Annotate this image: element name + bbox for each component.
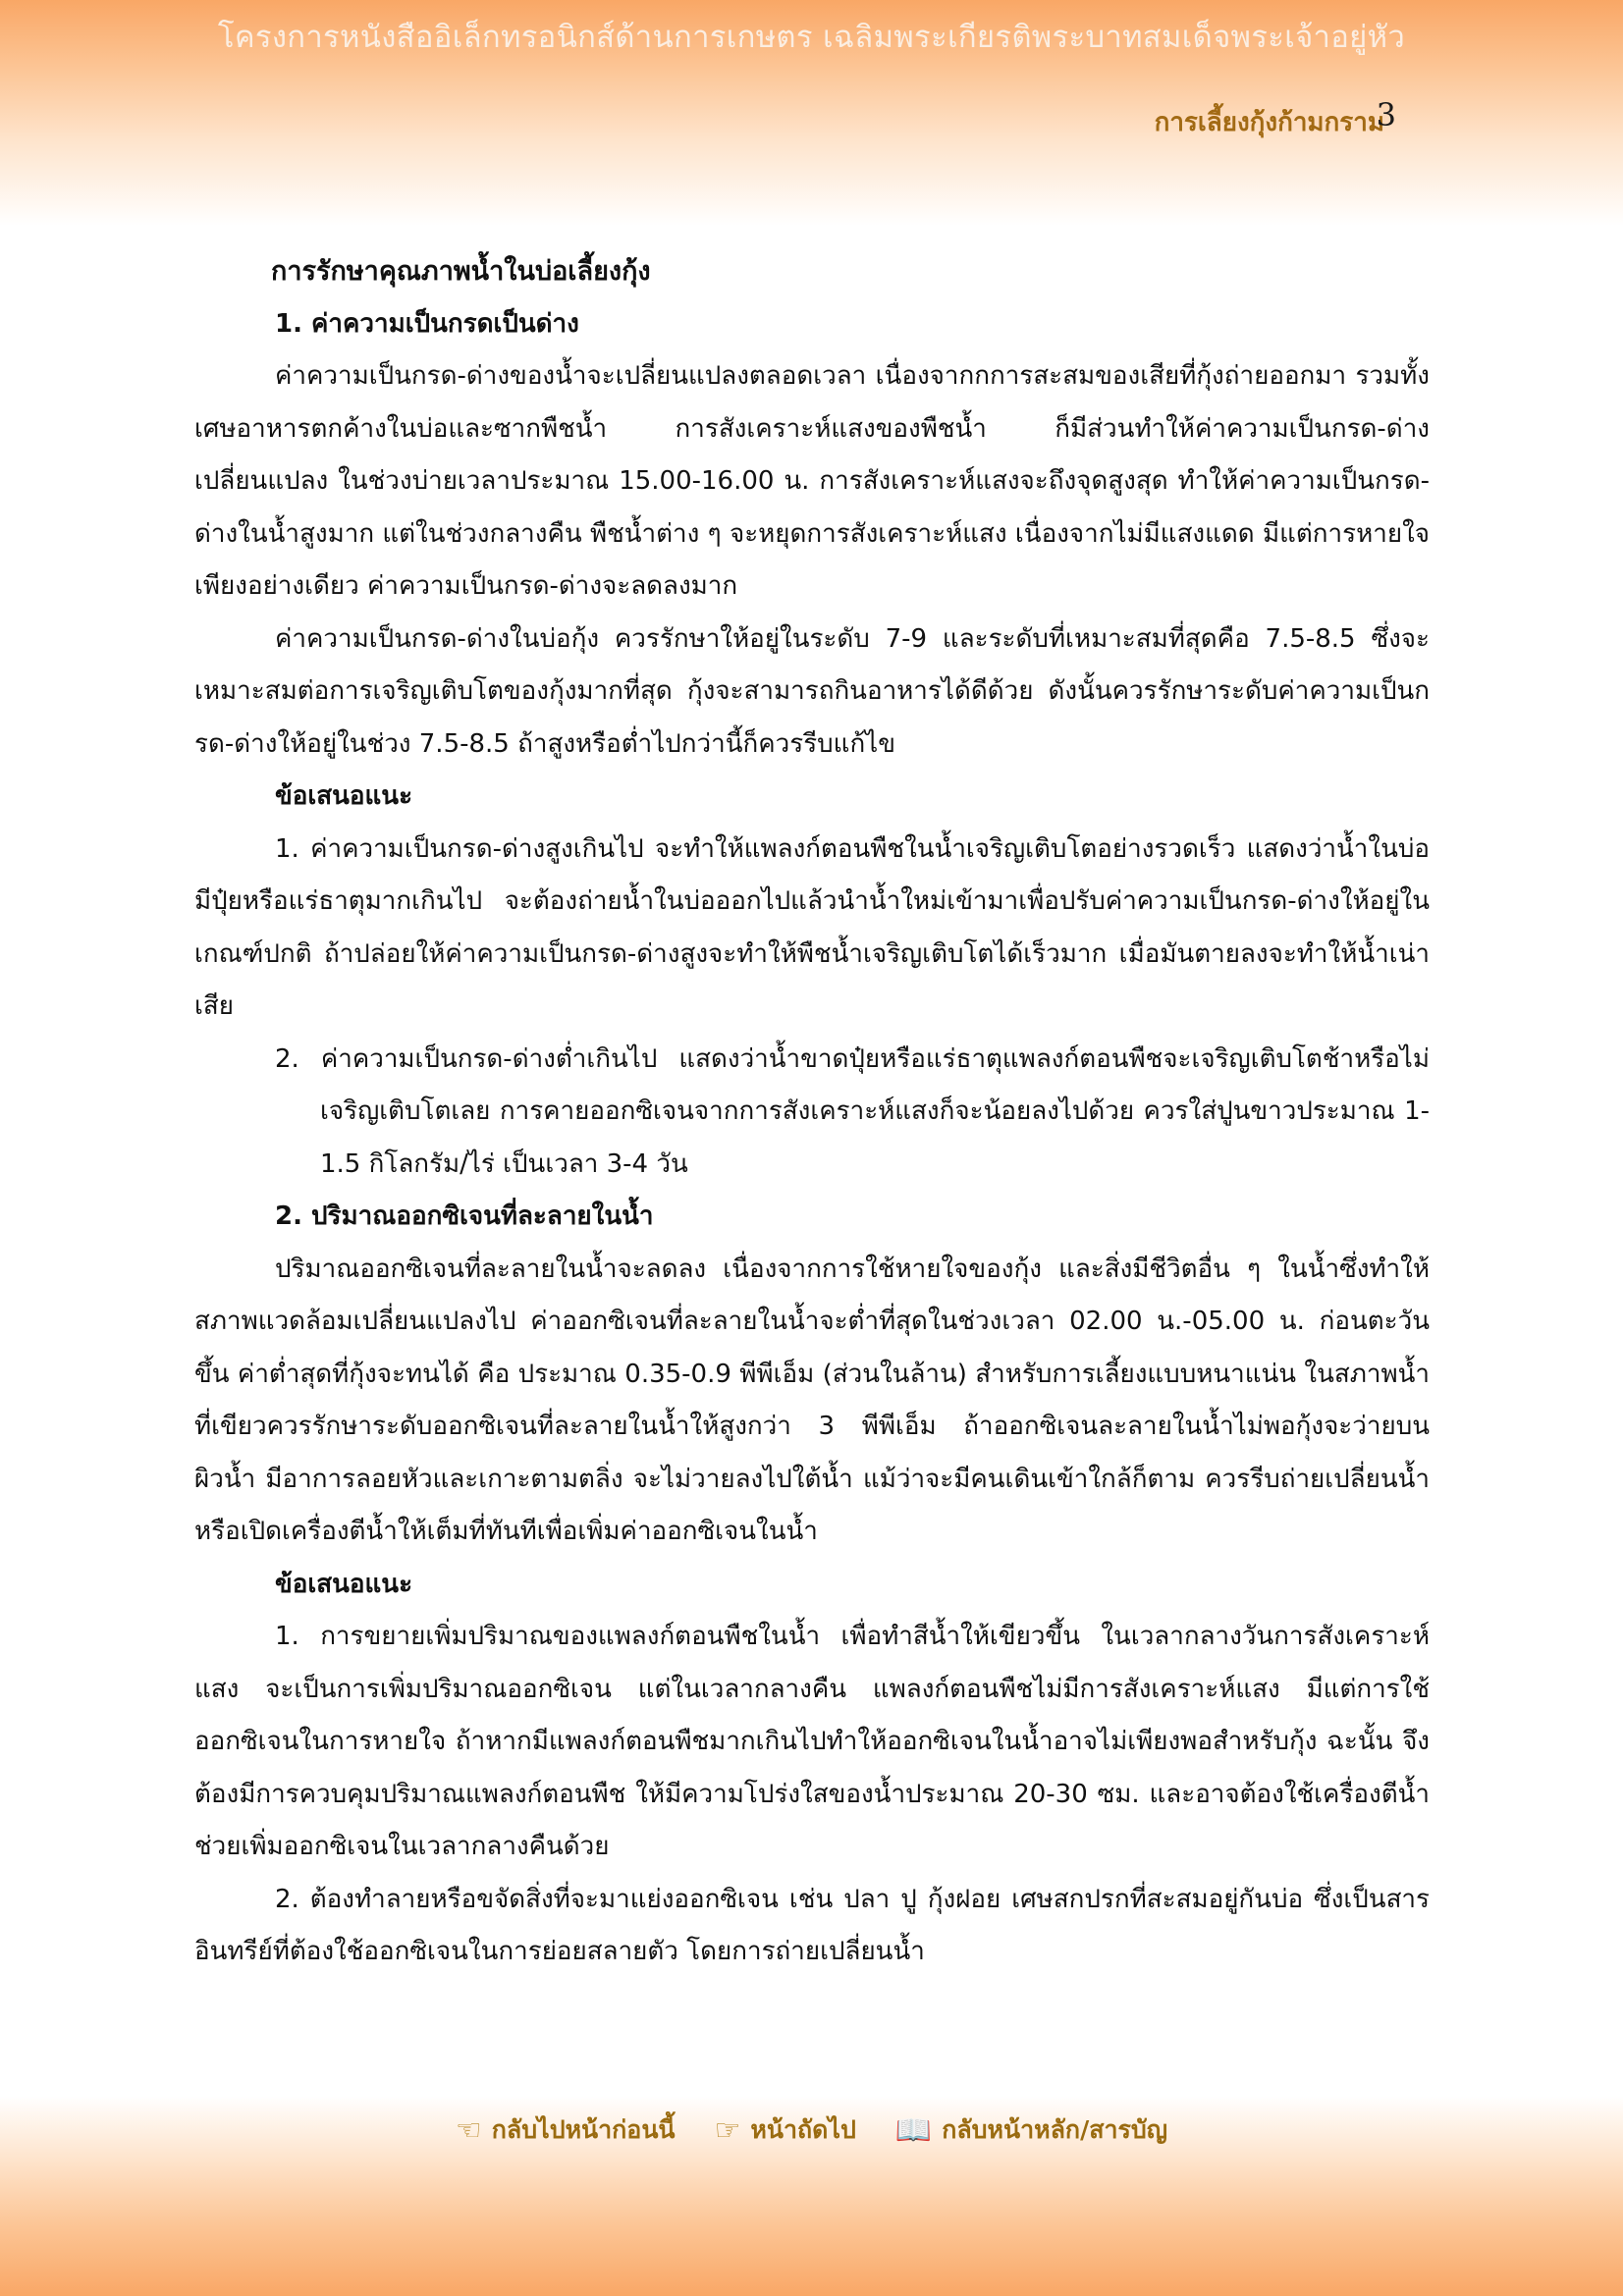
- page-title: การรักษาคุณภาพน้ำในบ่อเลี้ยงกุ้ง: [271, 256, 651, 287]
- next-page-link[interactable]: [715, 2110, 856, 2150]
- section-1-recommendation-heading: ข้อเสนอแนะ: [275, 781, 413, 811]
- previous-page-label: กลับไปหน้าก่อนนี้: [491, 2115, 676, 2144]
- section-2-recommendation-1: 1. การขยายเพิ่มปริมาณของแพลงก์ตอนพืชในน้ำ เพื่อทำสีน้ำให้เขียวขึ้น ในเวลากลางวันการสังเคราะห์แสง จะเป็นการเพิ่มปริมาณออกซิเจน แต่ในเวลากลางคืน แพลงก์ตอนพืชไม่มีการสังเคราะห์แสง มีแต่การใช้ออกซิเจนในการหายใจ ถ้าหากมีแพลงก์ตอนพืชมากเกินไปทำให้ออกซิเจนในน้ำอาจไม่เพียงพอสำหรับกุ้ง ฉะนั้น จึงต้องมีการควบคุมปริมาณแพลงก์ตอนพืช ให้มีความโปร่งใสของน้ำประมาณ 20-30 ซม. และอาจต้องใช้เครื่องตีน้ำช่วยเพิ่มออกซิเจนในเวลากลางคืนด้วย: [194, 1622, 1430, 1861]
- section-1-paragraph-1: ค่าความเป็นกรด-ด่างของน้ำจะเปลี่ยนแปลงตลอดเวลา เนื่องจากกการสะสมของเสียที่กุ้งถ่ายออกมา รวมทั้งเศษอาหารตกค้างในบ่อและซากพืชน้ำ การสังเคราะห์แสงของพืชน้ำ ก็มีส่วนทำให้ค่าความเป็นกรด-ด่างเปลี่ยนแปลง ในช่วงบ่ายเวลาประมาณ 15.00-16.00 น. การสังเคราะห์แสงจะถึงจุดสูงสุด ทำให้ค่าความเป็นกรด-ด่างในน้ำสูงมาก แต่ในช่วงกลางคืน พืชน้ำต่าง ๆ จะหยุดการสังเคราะห์แสง เนื่องจากไม่มีแสงแดด มีแต่การหายใจเพียงอย่างเดียว ค่าความเป็นกรด-ด่างจะลดลงมาก: [194, 361, 1430, 601]
- section-1-paragraph-2: ค่าความเป็นกรด-ด่างในบ่อกุ้ง ควรรักษาให้อยู่ในระดับ 7-9 และระดับที่เหมาะสมที่สุดคือ 7.5-8.5 ซึ่งจะเหมาะสมต่อการเจริญเติบโตของกุ้งมากที่สุด กุ้งจะสามารถกินอาหารได้ดีด้วย ดังนั้นควรรักษาระดับค่าความเป็นกรด-ด่างให้อยู่ในช่วง 7.5-8.5 ถ้าสูงหรือต่ำไปกว่านี้ก็ควรรีบแก้ไข: [194, 623, 1430, 759]
- section-2-recommendation-heading: ข้อเสนอแนะ: [275, 1569, 413, 1599]
- page-number: 3: [1376, 96, 1396, 133]
- book-title: การเลี้ยงกุ้งก้ามกราม: [1154, 108, 1384, 137]
- section-1-recommendation-2: 2. ค่าความเป็นกรด-ด่างต่ำเกินไป แสดงว่าน้ำขาดปุ๋ยหรือแร่ธาตุแพลงก์ตอนพืชจะเจริญเติบโตช้าหรือไม่เจริญเติบโตเลย การคายออกซิเจนจากการสังเคราะห์แสงก็จะน้อยลงไปด้วย ควรใส่ปูนขาวประมาณ 1-1.5 กิโลกรัม/ไร่ เป็นเวลา 3-4 วัน: [275, 1043, 1430, 1179]
- page-body: [194, 245, 1430, 1979]
- section-1-heading: 1. ค่าความเป็นกรดเป็นด่าง: [275, 308, 579, 339]
- home-contents-label: กลับหน้าหลัก/สารบัญ: [942, 2115, 1168, 2144]
- section-2-paragraph-1: ปริมาณออกซิเจนที่ละลายในน้ำจะลดลง เนื่องจากการใช้หายใจของกุ้ง และสิ่งมีชีวิตอื่น ๆ ในน้ำซึ่งทำให้สภาพแวดล้อมเปลี่ยนแปลงไป ค่าออกซิเจนที่ละลายในน้ำจะต่ำที่สุดในช่วงเวลา 02.00 น.-05.00 น. ก่อนตะวันขึ้น ค่าต่ำสุดที่กุ้งจะทนได้ คือ ประมาณ 0.35-0.9 พีพีเอ็ม (ส่วนในล้าน) สำหรับการเลี้ยงแบบหนาแน่น ในสภาพน้ำที่เขียวควรรักษาระดับออกซิเจนที่ละลายในน้ำให้สูงกว่า 3 พีพีเอ็ม ถ้าออกซิเจนละลายในน้ำไม่พอกุ้งจะว่ายบนผิวน้ำ มีอาการลอยหัวและเกาะตามตลิ่ง จะไม่วายลงไปใต้น้ำ แม้ว่าจะมีคนเดินเข้าใกล้ก็ตาม ควรรีบถ่ายเปลี่ยนน้ำ หรือเปิดเครื่องตีน้ำให้เต็มที่ทันทีเพื่อเพิ่มค่าออกซิเจนในน้ำ: [194, 1254, 1430, 1546]
- footer-navigation: [0, 2110, 1623, 2150]
- section-2-heading: 2. ปริมาณออกซิเจนที่ละลายในน้ำ: [275, 1201, 654, 1231]
- home-contents-link[interactable]: [895, 2110, 1167, 2150]
- hand-pointing-right-icon: ☞: [714, 2112, 741, 2148]
- previous-page-link[interactable]: [456, 2110, 676, 2150]
- project-title: โครงการหนังสืออิเล็กทรอนิกส์ด้านการเกษตร เฉลิมพระเกียรติพระบาทสมเด็จพระเจ้าอยู่หัว: [217, 20, 1406, 55]
- open-book-icon: 📖: [894, 2112, 933, 2148]
- section-1-recommendation-1: 1. ค่าความเป็นกรด-ด่างสูงเกินไป จะทำให้แพลงก์ตอนพืชในน้ำเจริญเติบโตอย่างรวดเร็ว แสดงว่าน้ำในบ่อมีปุ๋ยหรือแร่ธาตุมากเกินไป จะต้องถ่ายน้ำในบ่อออกไปแล้วนำน้ำใหม่เข้ามาเพื่อปรับค่าความเป็นกรด-ด่างให้อยู่ในเกณฑ์ปกติ ถ้าปล่อยให้ค่าความเป็นกรด-ด่างสูงจะทำให้พืชน้ำเจริญเติบโตได้เร็วมาก เมื่อมันตายลงจะทำให้น้ำเน่าเสีย: [194, 833, 1430, 1021]
- next-page-label: หน้าถัดไป: [750, 2115, 856, 2144]
- section-2-recommendation-2: 2. ต้องทำลายหรือขจัดสิ่งที่จะมาแย่งออกซิเจน เช่น ปลา ปู กุ้งฝอย เศษสกปรกที่สะสมอยู่กันบ่อ ซึ่งเป็นสารอินทรีย์ที่ต้องใช้ออกซิเจนในการย่อยสลายตัว โดยการถ่ายเปลี่ยนน้ำ: [194, 1884, 1430, 1966]
- hand-pointing-left-icon: ☜: [455, 2112, 482, 2148]
